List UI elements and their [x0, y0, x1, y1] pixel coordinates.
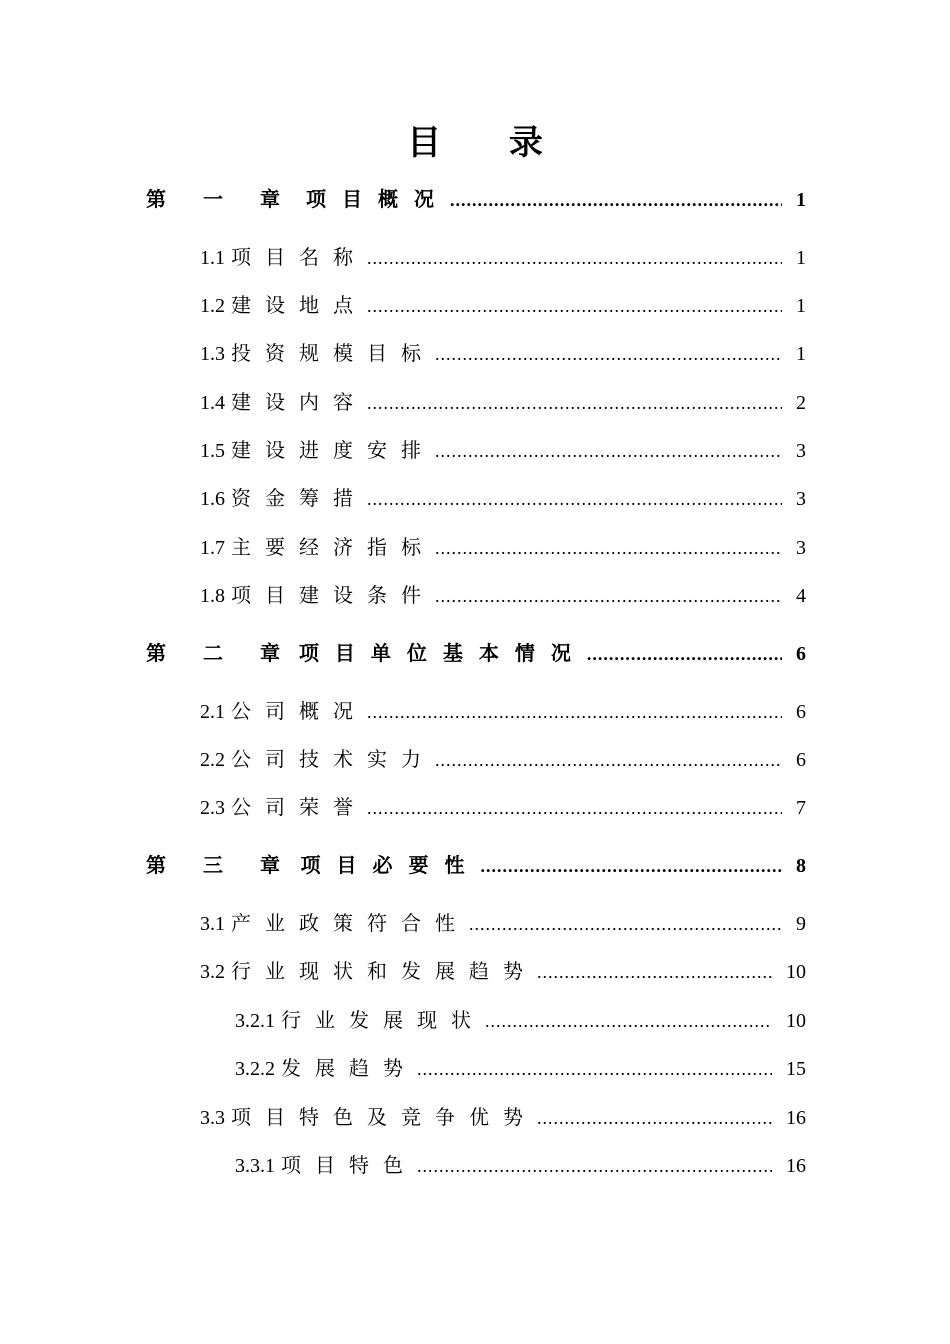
toc-leader-dots: [417, 1052, 772, 1086]
toc-entry-title: 项目名称: [231, 245, 367, 269]
toc-entry-title: 公司荣誉: [231, 795, 367, 819]
toc-entry-chapter-1[interactable]: [146, 182, 806, 216]
toc-entry-title: 项目概况: [305, 187, 450, 211]
toc-entry[interactable]: [235, 1051, 806, 1085]
toc-leader-dots: [435, 579, 782, 613]
toc-entry-page: 1: [796, 295, 806, 317]
toc-entry-page: 3: [796, 537, 806, 559]
toc-entry-number: 第 二 章: [146, 643, 296, 665]
toc-entry-title: 主要经济指标: [231, 535, 435, 559]
toc-entry-title: 建设地点: [231, 293, 367, 317]
toc-entry[interactable]: [200, 240, 806, 274]
toc-entry-page: 3: [796, 488, 806, 510]
toc-entry-number: 3.3.1: [235, 1155, 275, 1177]
toc-entry-title: 资金筹措: [231, 486, 367, 510]
toc-leader-dots: [417, 1149, 772, 1183]
toc-entry-number: 3.3: [200, 1107, 225, 1129]
toc-entry[interactable]: [200, 694, 806, 728]
toc-entry-page: 6: [796, 643, 806, 665]
toc-leader-dots: [537, 1101, 772, 1135]
toc-entry-title: 项目建设条件: [231, 583, 435, 607]
toc-entry[interactable]: [200, 530, 806, 564]
toc-leader-dots: [435, 531, 782, 565]
toc-entry-page: 15: [786, 1058, 806, 1080]
toc-entry-title: 行业发展现状: [281, 1008, 485, 1032]
toc-entry[interactable]: [200, 742, 806, 776]
toc-leader-dots: [537, 955, 772, 989]
toc-entry-number: 3.1: [200, 913, 225, 935]
toc-entry-number: 1.4: [200, 392, 225, 414]
toc-entry-title: 产业政策符合性: [231, 911, 469, 935]
toc-leader-dots: [367, 791, 782, 825]
toc-entry-page: 10: [786, 961, 806, 983]
toc-entry[interactable]: [200, 433, 806, 467]
toc-entry-page: 16: [786, 1155, 806, 1177]
toc-entry-number: 第 一 章: [146, 189, 296, 211]
toc-entry-title: 发展趋势: [281, 1056, 417, 1080]
toc-entry-number: 1.3: [200, 343, 225, 365]
toc-entry-page: 1: [796, 343, 806, 365]
toc-entry-page: 16: [786, 1107, 806, 1129]
toc-entry[interactable]: [200, 790, 806, 824]
toc-entry-title: 公司概况: [231, 699, 367, 723]
toc-entry-page: 10: [786, 1010, 806, 1032]
toc-entry-title: 项目特色: [281, 1153, 417, 1177]
toc-entry[interactable]: [200, 336, 806, 370]
toc-entry-page: 6: [796, 701, 806, 723]
toc-leader-dots: [450, 183, 782, 217]
toc-entry-page: 4: [796, 585, 806, 607]
page-title: 目 录: [407, 123, 571, 163]
toc-leader-dots: [367, 241, 782, 275]
toc-leader-dots: [367, 386, 782, 420]
toc-entry-title: 建设进度安排: [231, 438, 435, 462]
toc-leader-dots: [367, 482, 782, 516]
toc-entry-title: 项目必要性: [300, 853, 481, 877]
toc-entry-page: 1: [796, 189, 806, 211]
toc-leader-dots: [587, 637, 782, 671]
toc-entry-number: 3.2.2: [235, 1058, 275, 1080]
toc-leader-dots: [435, 337, 782, 371]
toc-entry-title: 行业现状和发展趋势: [231, 959, 537, 983]
toc-entry-page: 9: [796, 913, 806, 935]
toc-leader-dots: [435, 434, 782, 468]
toc-entry[interactable]: [200, 578, 806, 612]
toc-entry-number: 1.5: [200, 440, 225, 462]
toc-entry[interactable]: [200, 1100, 806, 1134]
toc-leader-dots: [485, 1004, 772, 1038]
toc-entry-number: 1.2: [200, 295, 225, 317]
toc-entry-page: 7: [796, 797, 806, 819]
toc-entry[interactable]: [200, 906, 806, 940]
toc-entry[interactable]: [235, 1003, 806, 1037]
toc-entry-page: 6: [796, 749, 806, 771]
toc-leader-dots: [435, 743, 782, 777]
toc-entry-chapter-3[interactable]: [146, 848, 806, 882]
toc-entry-number: 2.3: [200, 797, 225, 819]
toc-entry[interactable]: [200, 288, 806, 322]
toc-entry-number: 1.7: [200, 537, 225, 559]
toc-entry-number: 2.1: [200, 701, 225, 723]
toc-leader-dots: [469, 907, 782, 941]
toc-entry-number: 1.8: [200, 585, 225, 607]
toc-entry-chapter-2[interactable]: [146, 636, 806, 670]
toc-entry-page: 2: [796, 392, 806, 414]
toc-entry-title: 建设内容: [231, 390, 367, 414]
toc-entry-number: 3.2.1: [235, 1010, 275, 1032]
toc-leader-dots: [367, 289, 782, 323]
toc-entry[interactable]: [200, 954, 806, 988]
toc-leader-dots: [367, 695, 782, 729]
toc-entry[interactable]: [235, 1148, 806, 1182]
toc-entry-page: 1: [796, 247, 806, 269]
toc-entry-number: 1.6: [200, 488, 225, 510]
toc-entry-page: 3: [796, 440, 806, 462]
toc-leader-dots: [481, 849, 782, 883]
toc-entry-title: 项目特色及竞争优势: [231, 1105, 537, 1129]
toc-entry-page: 8: [796, 855, 806, 877]
toc-entry[interactable]: [200, 385, 806, 419]
toc-entry-title: 项目单位基本情况: [298, 641, 587, 665]
toc-entry-number: 2.2: [200, 749, 225, 771]
toc-entry-number: 1.1: [200, 247, 225, 269]
toc-entry[interactable]: [200, 481, 806, 515]
toc-entry-number: 第 三 章: [146, 855, 296, 877]
toc-entry-number: 3.2: [200, 961, 225, 983]
toc-entry-title: 公司技术实力: [231, 747, 435, 771]
toc-entry-title: 投资规模目标: [231, 341, 435, 365]
